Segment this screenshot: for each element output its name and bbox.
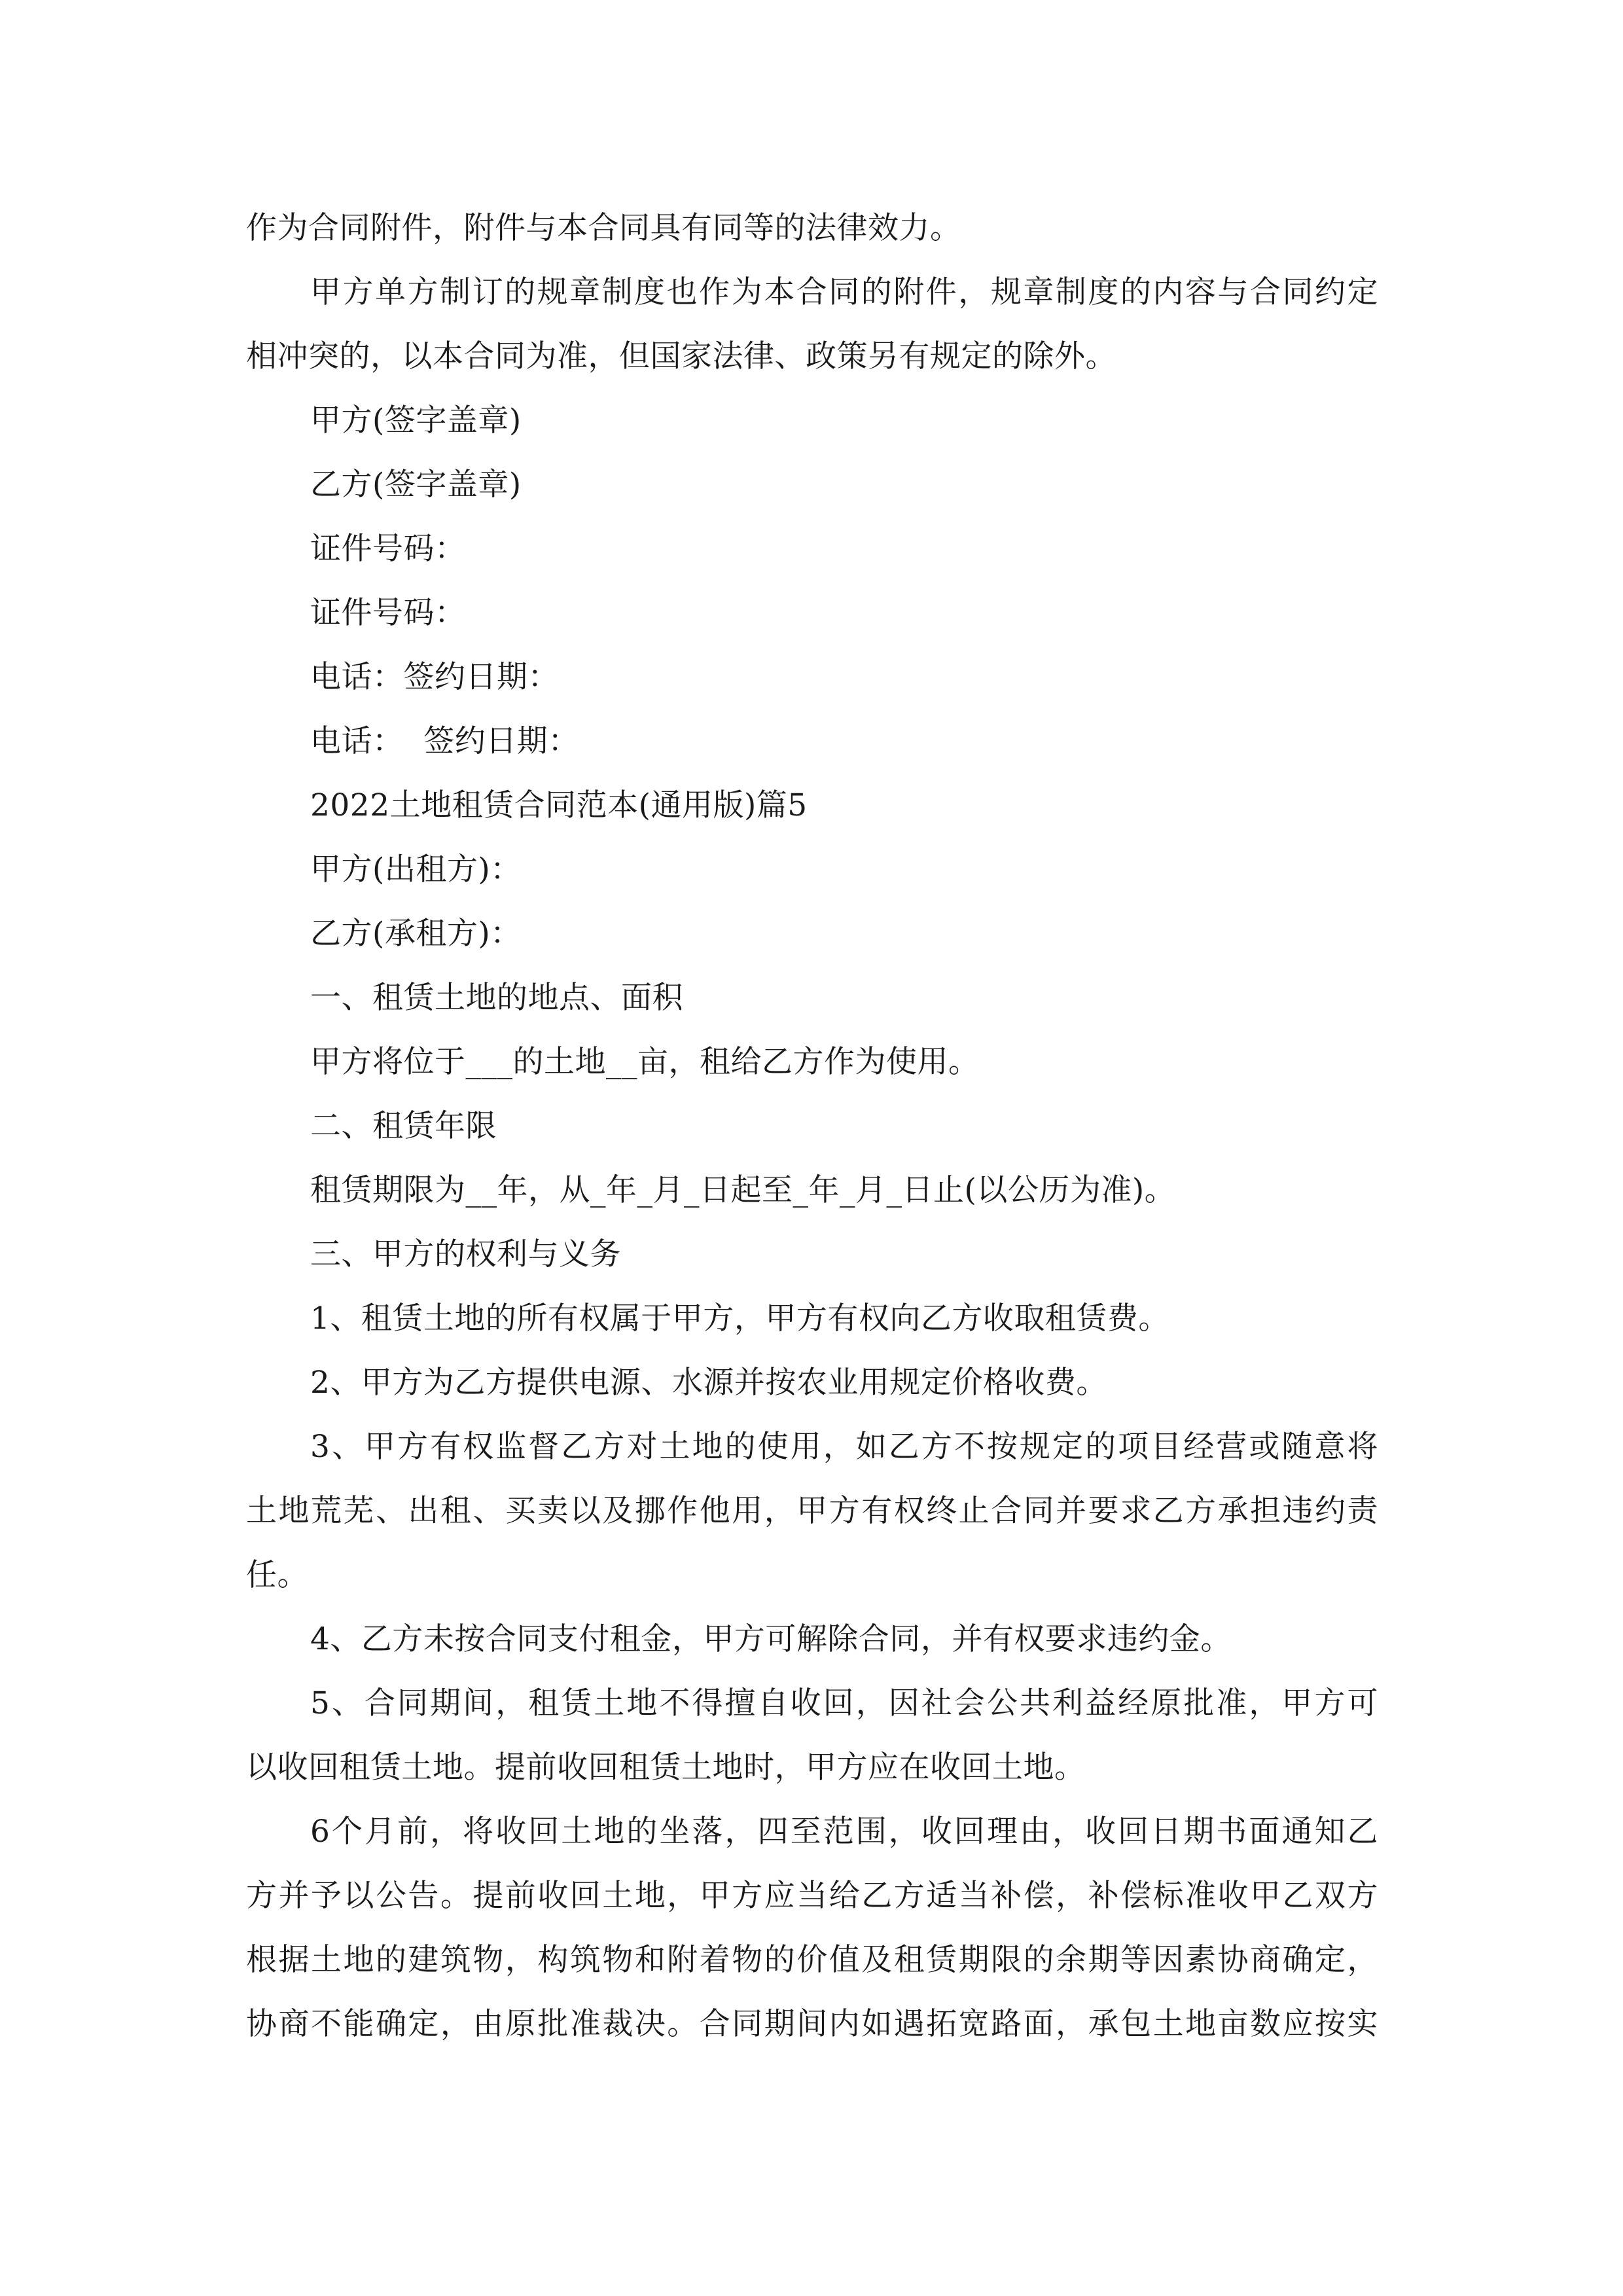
party-a-label: 甲方(出租方)：: [310, 852, 522, 888]
id-number-field: 证件号码：: [310, 595, 466, 631]
signature-party-a: 甲方(签字盖章): [310, 403, 522, 439]
list-item: 2、甲方为乙方提供电源、水源并按农业用规定价格收费。: [310, 1365, 1107, 1401]
paragraph-line: 相冲突的，以本合同为准，但国家法律、政策另有规定的除外。: [246, 338, 1116, 374]
list-item: 5、合同期间，租赁土地不得擅自收回，因社会公共利益经原批准，甲方可: [310, 1685, 1378, 1721]
phone-date-field: 电话： 签约日期：: [310, 723, 579, 759]
paragraph-line: 甲方单方制订的规章制度也作为本合同的附件，规章制度的内容与合同约定: [310, 274, 1378, 310]
id-number-field: 证件号码：: [310, 531, 466, 567]
list-item: 1、租赁土地的所有权属于甲方，甲方有权向乙方收取租赁费。: [310, 1300, 1169, 1336]
clause-heading: 二、租赁年限: [310, 1108, 497, 1144]
paragraph-line: 根据土地的建筑物，构筑物和附着物的价值及租赁期限的余期等因素协商确定，: [246, 1942, 1378, 1978]
phone-date-field: 电话：签约日期：: [310, 659, 559, 695]
document-body: [246, 196, 1378, 2056]
party-b-label: 乙方(承租方)：: [310, 916, 522, 952]
clause-heading: 三、甲方的权利与义务: [310, 1236, 621, 1272]
paragraph-line: 作为合同附件，附件与本合同具有同等的法律效力。: [246, 210, 961, 246]
paragraph-line: 土地荒芜、出租、买卖以及挪作他用，甲方有权终止合同并要求乙方承担违约责: [246, 1493, 1378, 1529]
list-item: 4、乙方未按合同支付租金，甲方可解除合同，并有权要求违约金。: [310, 1621, 1232, 1657]
paragraph-line: 任。: [246, 1557, 308, 1593]
paragraph-line: 协商不能确定，由原批准裁决。合同期间内如遇拓宽路面，承包土地亩数应按实: [246, 2006, 1378, 2042]
clause-heading: 一、租赁土地的地点、面积: [310, 980, 683, 1016]
list-item: 3、甲方有权监督乙方对土地的使用，如乙方不按规定的项目经营或随意将: [310, 1429, 1378, 1465]
paragraph-line: 方并予以公告。提前收回土地，甲方应当给乙方适当补偿，补偿标准收甲乙双方: [246, 1878, 1378, 1914]
section-title: 2022土地租赁合同范本(通用版)篇5: [310, 787, 808, 823]
signature-party-b: 乙方(签字盖章): [310, 467, 522, 503]
paragraph-line: 甲方将位于___的土地__亩，租给乙方作为使用。: [310, 1044, 980, 1080]
paragraph-line: 以收回租赁土地。提前收回租赁土地时，甲方应在收回土地。: [246, 1749, 1086, 1785]
paragraph-line: 租赁期限为__年，从_年_月_日起至_年_月_日止(以公历为准)。: [310, 1172, 1176, 1208]
paragraph-line: 6个月前，将收回土地的坐落，四至范围，收回理由，收回日期书面通知乙: [310, 1814, 1378, 1850]
